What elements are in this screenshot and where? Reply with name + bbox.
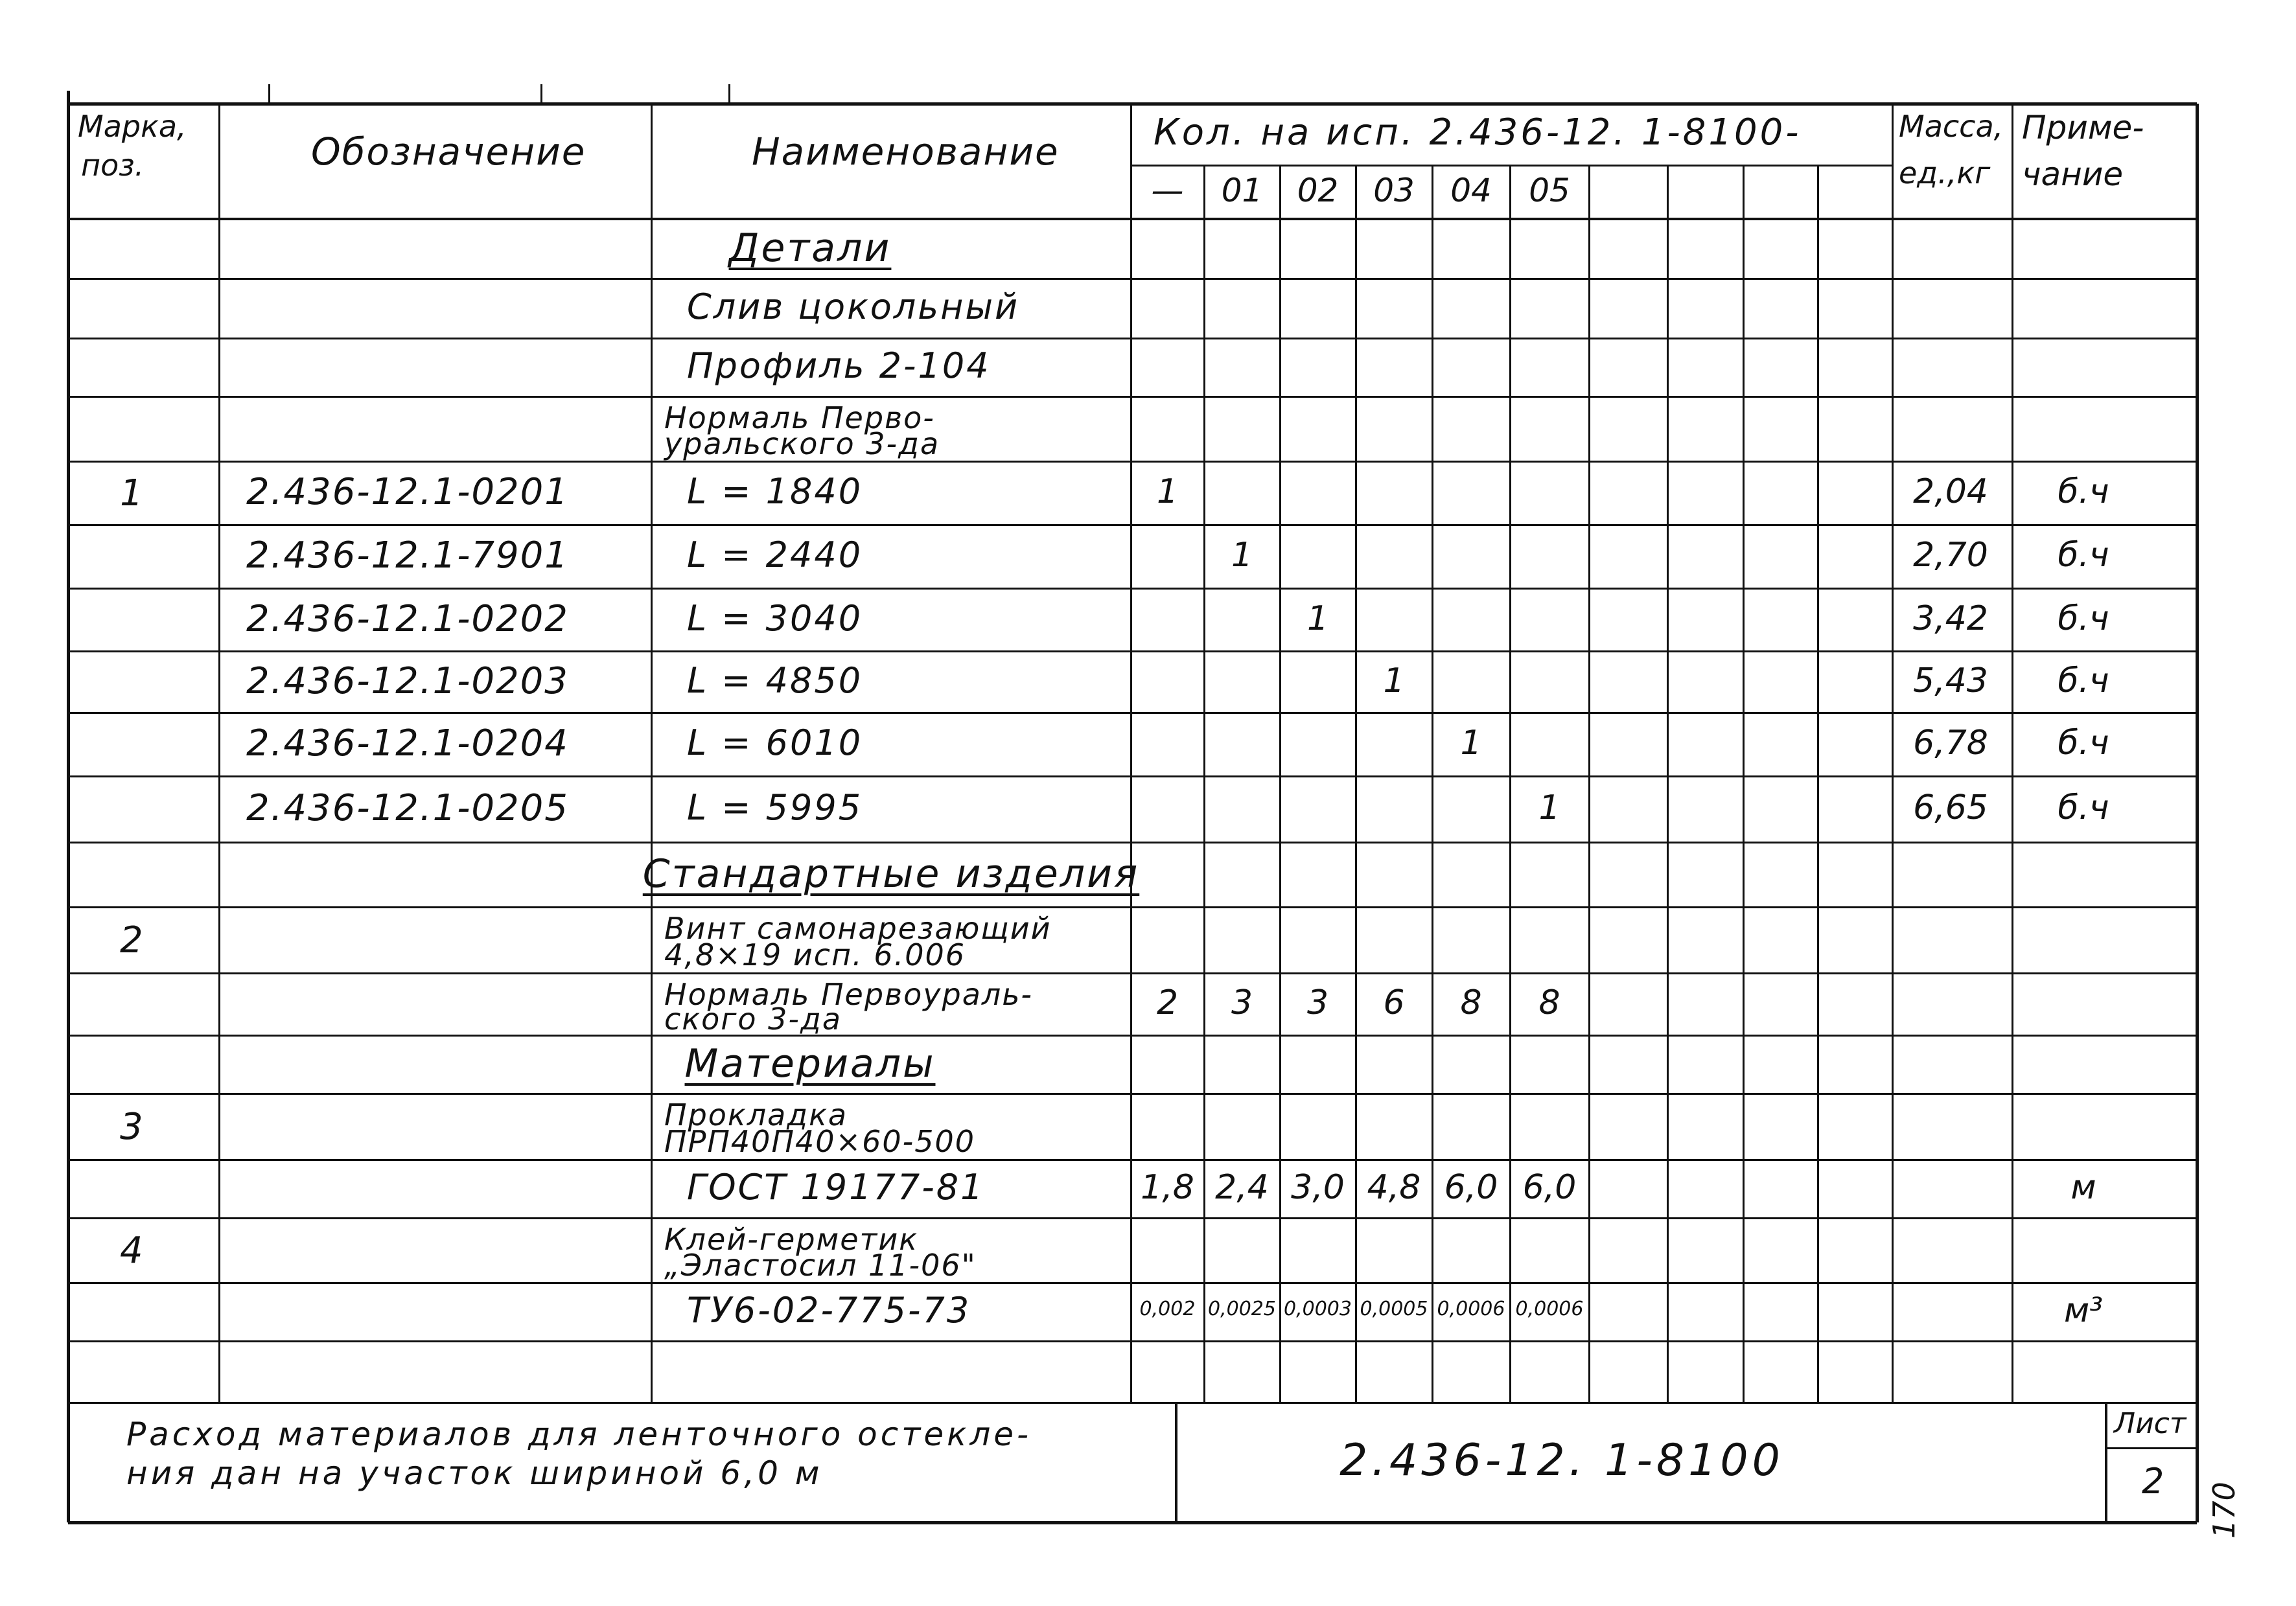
row-line bbox=[68, 1282, 2197, 1284]
sheet-number: 2 bbox=[2142, 1461, 2164, 1502]
row-name: Профиль 2-104 bbox=[687, 345, 991, 386]
row-note: б.ч bbox=[2058, 661, 2109, 700]
row-line bbox=[68, 906, 2197, 908]
row-name-line1: Нормаль Первоураль- bbox=[664, 977, 1034, 1012]
row-mass: 2,04 bbox=[1913, 472, 1988, 511]
row-name-line2: уральского 3-да bbox=[664, 426, 940, 461]
header-variant-1: 01 bbox=[1221, 172, 1263, 209]
column-line bbox=[1892, 104, 1894, 1403]
row-line bbox=[68, 972, 2197, 974]
frame-top bbox=[68, 102, 2197, 106]
row-line bbox=[68, 1035, 2197, 1037]
row-name: L = 1840 bbox=[687, 471, 863, 512]
row-name-line1: Нормаль Перво- bbox=[664, 400, 935, 435]
row-line bbox=[68, 842, 2197, 843]
header-mass-label: Масса, bbox=[1899, 109, 2004, 144]
section-heading: Стандартные изделия bbox=[642, 851, 1140, 897]
header-variant-0: — bbox=[1151, 172, 1184, 209]
row-note: б.ч bbox=[2058, 536, 2109, 575]
doc-code: 2.436-12. 1-8100 bbox=[1339, 1435, 1784, 1486]
row-line bbox=[68, 588, 2197, 590]
column-line bbox=[218, 104, 220, 1403]
frame-left bbox=[67, 91, 70, 1522]
row-mass: 2,70 bbox=[1913, 536, 1988, 575]
row-qty-3: 1 bbox=[1383, 661, 1405, 700]
row-line bbox=[68, 712, 2197, 714]
row-note: м bbox=[2070, 1168, 2096, 1207]
row-line bbox=[68, 278, 2197, 280]
section-heading: Материалы bbox=[684, 1041, 936, 1086]
row-mass: 5,43 bbox=[1913, 661, 1988, 700]
row-note: м³ bbox=[2063, 1291, 2104, 1330]
row-qty-5: 6,0 bbox=[1522, 1168, 1577, 1207]
row-designation: 2.436-12.1-0205 bbox=[246, 787, 569, 829]
row-qty-4: 0,0006 bbox=[1437, 1298, 1505, 1320]
row-name: ГОСТ 19177-81 bbox=[687, 1167, 985, 1208]
row-qty-0: 1 bbox=[1156, 472, 1179, 511]
row-designation: 2.436-12.1-0204 bbox=[246, 722, 569, 764]
row-qty-0: 1,8 bbox=[1141, 1168, 1194, 1207]
footer-remark-line2: ния дан на участок шириной 6,0 м bbox=[126, 1454, 823, 1492]
row-line bbox=[68, 1402, 2197, 1404]
row-mark: 4 bbox=[120, 1230, 143, 1272]
row-qty-0: 0,002 bbox=[1139, 1298, 1196, 1320]
section-heading: Детали bbox=[728, 225, 892, 271]
row-name: L = 4850 bbox=[687, 660, 863, 701]
top-tick bbox=[728, 84, 730, 104]
row-line bbox=[68, 524, 2197, 526]
row-mass: 6,78 bbox=[1913, 724, 1988, 763]
row-qty-3: 4,8 bbox=[1367, 1168, 1421, 1207]
row-mark: 1 bbox=[120, 472, 143, 514]
row-designation: 2.436-12.1-0201 bbox=[246, 471, 569, 513]
row-mark: 2 bbox=[120, 919, 143, 961]
footer-sheet-line bbox=[2106, 1447, 2197, 1449]
row-line bbox=[68, 1159, 2197, 1161]
row-name-line1: Винт самонарезающий bbox=[664, 911, 1052, 946]
sheet-label: Лист bbox=[2114, 1407, 2186, 1440]
header-variant-3: 03 bbox=[1373, 172, 1415, 209]
row-qty-3: 0,0005 bbox=[1360, 1298, 1428, 1320]
column-line bbox=[651, 104, 653, 1403]
header-mass-unit: ед.,кг bbox=[1899, 155, 1991, 190]
row-mass: 3,42 bbox=[1913, 599, 1988, 638]
row-qty-1: 1 bbox=[1231, 536, 1253, 575]
row-line bbox=[68, 396, 2197, 398]
row-designation: 2.436-12.1-7901 bbox=[246, 534, 569, 577]
row-name: L = 6010 bbox=[687, 722, 863, 763]
header-name-label: Наименование bbox=[752, 130, 1060, 174]
row-note: б.ч bbox=[2058, 788, 2109, 827]
row-name-line1: Прокладка bbox=[664, 1097, 848, 1132]
header-variant-5: 05 bbox=[1529, 172, 1570, 209]
row-name: L = 5995 bbox=[687, 787, 863, 828]
row-name: ТУ6-02-775-73 bbox=[687, 1290, 971, 1331]
row-name-line2: 4,8×19 исп. 6.006 bbox=[664, 937, 966, 972]
row-qty-0: 2 bbox=[1156, 983, 1179, 1022]
row-line bbox=[68, 338, 2197, 339]
header-designation-label: Обозначение bbox=[311, 130, 586, 174]
row-qty-5: 0,0006 bbox=[1515, 1298, 1584, 1320]
header-mid-line bbox=[1131, 165, 1892, 166]
footer-sheet-divider bbox=[2105, 1403, 2107, 1522]
row-designation: 2.436-12.1-0202 bbox=[246, 597, 569, 640]
row-note: б.ч bbox=[2058, 724, 2109, 763]
row-note: б.ч bbox=[2058, 599, 2109, 638]
footer-remark-line1: Расход материалов для ленточного остекле- bbox=[126, 1416, 1032, 1453]
row-name-line1: Клей-герметик bbox=[664, 1222, 919, 1257]
row-qty-5: 1 bbox=[1538, 788, 1560, 827]
row-qty-3: 6 bbox=[1383, 983, 1405, 1022]
row-line bbox=[68, 1217, 2197, 1219]
row-name-line2: ПРП40П40×60-500 bbox=[664, 1124, 976, 1159]
row-line bbox=[68, 650, 2197, 652]
header-qty-title: Кол. на исп. 2.436-12. 1-8100- bbox=[1154, 111, 1802, 154]
header-mark-label: Марка, bbox=[78, 109, 187, 144]
row-qty-4: 6,0 bbox=[1444, 1168, 1498, 1207]
row-name: L = 2440 bbox=[687, 534, 863, 575]
top-tick bbox=[268, 84, 270, 104]
row-designation: 2.436-12.1-0203 bbox=[246, 660, 569, 702]
row-line bbox=[68, 1093, 2197, 1095]
row-qty-4: 1 bbox=[1460, 724, 1482, 763]
row-qty-2: 0,0003 bbox=[1284, 1298, 1352, 1320]
row-line bbox=[68, 1340, 2197, 1342]
column-line bbox=[1130, 104, 1132, 1403]
header-bottom-line bbox=[68, 218, 2197, 220]
row-qty-2: 3 bbox=[1306, 983, 1329, 1022]
row-qty-4: 8 bbox=[1460, 983, 1482, 1022]
row-line bbox=[68, 461, 2197, 463]
header-note-label: Приме- bbox=[2022, 109, 2144, 146]
row-mass: 6,65 bbox=[1913, 788, 1988, 827]
frame-bottom bbox=[68, 1521, 2197, 1524]
top-tick bbox=[540, 84, 542, 104]
column-line bbox=[2012, 104, 2013, 1403]
header-variant-2: 02 bbox=[1297, 172, 1339, 209]
header-variant-4: 04 bbox=[1450, 172, 1492, 209]
row-qty-2: 3,0 bbox=[1291, 1168, 1345, 1207]
row-name-line2: ского 3-да bbox=[664, 1002, 842, 1037]
row-line bbox=[68, 775, 2197, 777]
row-name: Слив цокольный bbox=[687, 286, 1020, 327]
header-note-label-2: чание bbox=[2022, 155, 2124, 193]
row-qty-1: 0,0025 bbox=[1208, 1298, 1276, 1320]
page-number: 170 bbox=[2207, 1482, 2242, 1539]
footer-divider bbox=[1175, 1403, 1177, 1522]
frame-right bbox=[2196, 104, 2199, 1522]
row-note: б.ч bbox=[2058, 472, 2109, 511]
row-qty-5: 8 bbox=[1538, 983, 1560, 1022]
row-name-line2: „Эластосил 11-06" bbox=[664, 1248, 977, 1283]
row-qty-2: 1 bbox=[1306, 599, 1329, 638]
header-pos-label: поз. bbox=[81, 148, 145, 183]
row-qty-1: 2,4 bbox=[1215, 1168, 1269, 1207]
row-qty-1: 3 bbox=[1231, 983, 1253, 1022]
row-name: L = 3040 bbox=[687, 597, 863, 639]
row-mark: 3 bbox=[120, 1106, 143, 1148]
